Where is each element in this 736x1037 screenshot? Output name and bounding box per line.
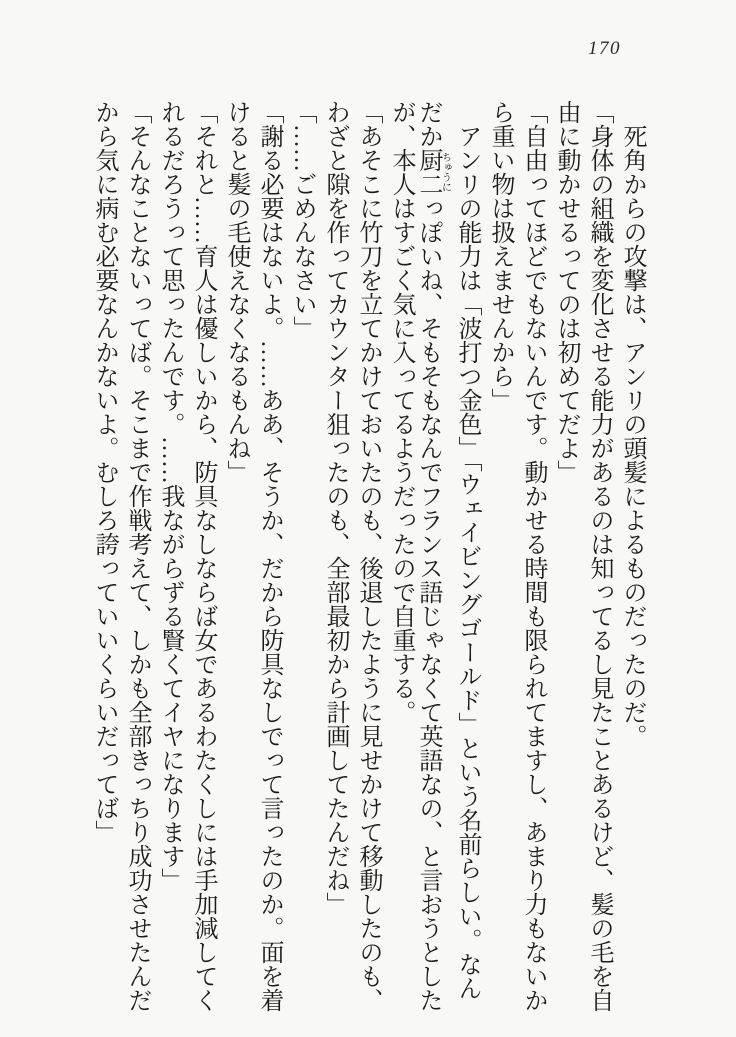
text-line: アンリの能力は「波打つ金色」「ウェイビングゴールド」という名前らしい。なん — [454, 100, 480, 1000]
text-line: 「……ごめんなさい」 — [289, 100, 315, 340]
text-line: ら重い物は扱えませんから」 — [487, 100, 513, 412]
text-block — [87, 100, 648, 1016]
text-line: が、本人はすごく気に入ってるようだったので自重する。 — [388, 100, 414, 724]
text-line: 「謝る必要はないよ。……ああ、そうか、だから防具なしでって言ったのか。面を着 — [256, 100, 282, 1012]
text-line: 「あそこに竹刀を立てかけておいたのも、後退したように見せかけて移動したのも、 — [355, 100, 381, 1012]
text-line: 由に動かせるってのは初めてだよ」 — [553, 100, 579, 484]
ruby-annotated-word: 厨二ちゅうに — [415, 148, 451, 196]
text-line: 死角からの攻撃は、アンリの頭髪によるものだったのだ。 — [619, 100, 645, 748]
page-number: 170 — [588, 38, 621, 59]
text-line: 「身体の組織を変化させる能力があるのは知ってるし見たことあるけど、髪の毛を自 — [586, 100, 612, 1012]
text-line: けると髪の毛使えなくなるもんね」 — [223, 100, 249, 484]
text-line: れるだろうって思ったんです。……我ながらずる賢くてイヤになります」 — [157, 100, 183, 892]
text-line: 「そんなことないってば。そこまで作戦考えて、しかも全部きっちり成功させたんだ — [124, 100, 150, 1012]
text-line: 「それと……育人は優しいから、防具なしならば女であるわたくしには手加減してく — [190, 100, 216, 1012]
text-line: わざと隙を作ってカウンター狙ったのも、全部最初から計画してたんだね」 — [322, 100, 348, 916]
text-line: だか厨二ちゅうにっぽいね、そもそもなんでフランス語じゃなくて英語なの、と言おうとした — [415, 100, 451, 1012]
text-line: から気に病む必要なんかないよ。むしろ誇っていいくらいだってば」 — [91, 100, 117, 844]
text-line: 「自由ってほどでもないんです。動かせる時間も限られてますし、あまり力もないか — [520, 100, 546, 1012]
